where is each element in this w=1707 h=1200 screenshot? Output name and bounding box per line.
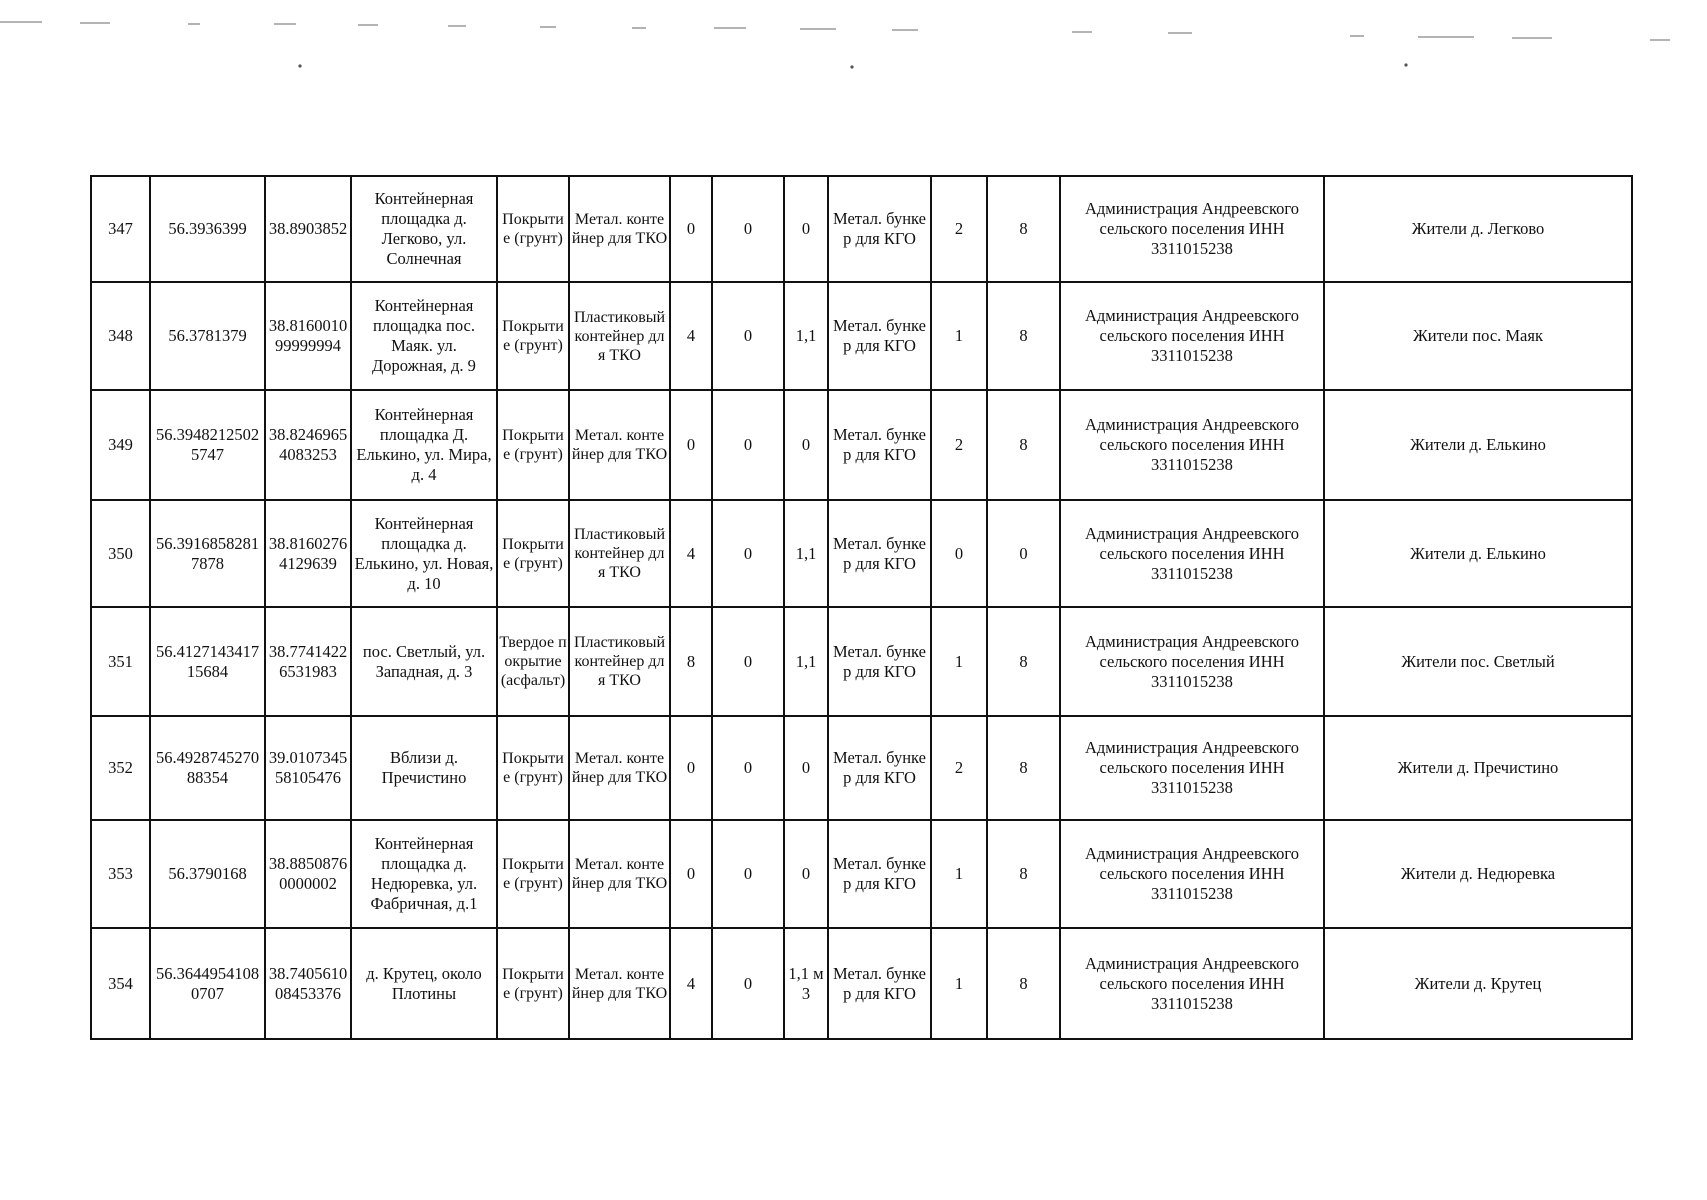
site-address: Контейнерная площадка Д. Елькино, ул. Мира, д. 4 (351, 390, 497, 500)
kgo-bunker-type: Метал. бункер для КГО (828, 500, 931, 607)
kgo-bunker-count: 2 (931, 176, 987, 282)
waste-source: Жители пос. Светлый (1324, 607, 1632, 716)
container-volume: 0 (784, 390, 828, 500)
site-owner: Администрация Андреевского сельского поселения ИНН 3311015238 (1060, 176, 1324, 282)
kgo-bunker-type: Метал. бункер для КГО (828, 820, 931, 928)
container-sites-table (90, 175, 1633, 1040)
container-volume: 0 (784, 176, 828, 282)
container-volume: 1,1 (784, 282, 828, 390)
waste-source: Жители д. Пречистино (1324, 716, 1632, 820)
longitude: 39.010734558105476 (265, 716, 351, 820)
site-address: Контейнерная площадка пос. Маяк. ул. Дорожная, д. 9 (351, 282, 497, 390)
latitude: 56.39482125025747 (150, 390, 265, 500)
surface-type: Покрытие (грунт) (497, 820, 569, 928)
site-address: д. Крутец, около Плотины (351, 928, 497, 1039)
containers-placed: 8 (670, 607, 712, 716)
waste-source: Жители д. Легково (1324, 176, 1632, 282)
longitude: 38.8903852 (265, 176, 351, 282)
row-number: 354 (91, 928, 150, 1039)
kgo-bunker-volume: 8 (987, 820, 1060, 928)
site-address: Контейнерная площадка д. Легково, ул. Солнечная (351, 176, 497, 282)
container-volume: 1,1 м3 (784, 928, 828, 1039)
row-number: 353 (91, 820, 150, 928)
containers-planned: 0 (712, 500, 784, 607)
site-address: пос. Светлый, ул. Западная, д. 3 (351, 607, 497, 716)
site-owner: Администрация Андреевского сельского поселения ИНН 3311015238 (1060, 607, 1324, 716)
containers-placed: 0 (670, 820, 712, 928)
longitude: 38.740561008453376 (265, 928, 351, 1039)
table-row (91, 176, 1632, 282)
containers-planned: 0 (712, 820, 784, 928)
containers-planned: 0 (712, 716, 784, 820)
containers-placed: 0 (670, 716, 712, 820)
site-owner: Администрация Андреевского сельского поселения ИНН 3311015238 (1060, 716, 1324, 820)
longitude: 38.82469654083253 (265, 390, 351, 500)
latitude: 56.39168582817878 (150, 500, 265, 607)
table-row (91, 390, 1632, 500)
site-owner: Администрация Андреевского сельского поселения ИНН 3311015238 (1060, 820, 1324, 928)
containers-planned: 0 (712, 176, 784, 282)
table-row (91, 500, 1632, 607)
row-number: 348 (91, 282, 150, 390)
longitude: 38.816001099999994 (265, 282, 351, 390)
latitude: 56.3781379 (150, 282, 265, 390)
site-owner: Администрация Андреевского сельского поселения ИНН 3311015238 (1060, 390, 1324, 500)
site-address: Вблизи д. Пречистино (351, 716, 497, 820)
container-type: Пластиковый контейнер для ТКО (569, 282, 670, 390)
table-row (91, 716, 1632, 820)
container-volume: 0 (784, 820, 828, 928)
row-number: 351 (91, 607, 150, 716)
kgo-bunker-type: Метал. бункер для КГО (828, 928, 931, 1039)
longitude: 38.81602764129639 (265, 500, 351, 607)
kgo-bunker-type: Метал. бункер для КГО (828, 390, 931, 500)
kgo-bunker-count: 1 (931, 820, 987, 928)
row-number: 347 (91, 176, 150, 282)
site-address: Контейнерная площадка д. Недюревка, ул. Фабричная, д.1 (351, 820, 497, 928)
waste-source: Жители д. Крутец (1324, 928, 1632, 1039)
longitude: 38.77414226531983 (265, 607, 351, 716)
surface-type: Покрытие (грунт) (497, 390, 569, 500)
container-volume: 0 (784, 716, 828, 820)
kgo-bunker-type: Метал. бункер для КГО (828, 176, 931, 282)
container-volume: 1,1 (784, 500, 828, 607)
kgo-bunker-count: 0 (931, 500, 987, 607)
container-type: Пластиковый контейнер для ТКО (569, 607, 670, 716)
container-type: Метал. контейнер для ТКО (569, 820, 670, 928)
latitude: 56.412714341715684 (150, 607, 265, 716)
containers-placed: 0 (670, 176, 712, 282)
site-owner: Администрация Андреевского сельского поселения ИНН 3311015238 (1060, 928, 1324, 1039)
kgo-bunker-volume: 8 (987, 928, 1060, 1039)
waste-source: Жители д. Недюревка (1324, 820, 1632, 928)
kgo-bunker-count: 1 (931, 928, 987, 1039)
kgo-bunker-volume: 8 (987, 390, 1060, 500)
surface-type: Покрытие (грунт) (497, 928, 569, 1039)
row-number: 349 (91, 390, 150, 500)
row-number: 350 (91, 500, 150, 607)
latitude: 56.36449541080707 (150, 928, 265, 1039)
surface-type: Покрытие (грунт) (497, 282, 569, 390)
containers-placed: 4 (670, 928, 712, 1039)
kgo-bunker-volume: 8 (987, 282, 1060, 390)
containers-placed: 4 (670, 282, 712, 390)
container-type: Метал. контейнер для ТКО (569, 716, 670, 820)
waste-source: Жители д. Елькино (1324, 500, 1632, 607)
container-volume: 1,1 (784, 607, 828, 716)
kgo-bunker-count: 2 (931, 390, 987, 500)
containers-planned: 0 (712, 928, 784, 1039)
kgo-bunker-type: Метал. бункер для КГО (828, 282, 931, 390)
table-row (91, 282, 1632, 390)
table-row (91, 607, 1632, 716)
scan-artifacts (0, 0, 1707, 90)
latitude: 56.3790168 (150, 820, 265, 928)
kgo-bunker-type: Метал. бункер для КГО (828, 607, 931, 716)
container-type: Пластиковый контейнер для ТКО (569, 500, 670, 607)
container-type: Метал. контейнер для ТКО (569, 176, 670, 282)
surface-type: Твердое покрытие (асфальт) (497, 607, 569, 716)
kgo-bunker-volume: 8 (987, 176, 1060, 282)
containers-placed: 4 (670, 500, 712, 607)
site-owner: Администрация Андреевского сельского поселения ИНН 3311015238 (1060, 282, 1324, 390)
surface-type: Покрытие (грунт) (497, 500, 569, 607)
kgo-bunker-type: Метал. бункер для КГО (828, 716, 931, 820)
longitude: 38.88508760000002 (265, 820, 351, 928)
latitude: 56.3936399 (150, 176, 265, 282)
row-number: 352 (91, 716, 150, 820)
containers-planned: 0 (712, 390, 784, 500)
kgo-bunker-volume: 8 (987, 716, 1060, 820)
site-address: Контейнерная площадка д. Елькино, ул. Новая, д. 10 (351, 500, 497, 607)
kgo-bunker-volume: 0 (987, 500, 1060, 607)
container-type: Метал. контейнер для ТКО (569, 390, 670, 500)
kgo-bunker-count: 1 (931, 607, 987, 716)
surface-type: Покрытие (грунт) (497, 716, 569, 820)
table-row (91, 820, 1632, 928)
waste-source: Жители д. Елькино (1324, 390, 1632, 500)
site-owner: Администрация Андреевского сельского поселения ИНН 3311015238 (1060, 500, 1324, 607)
latitude: 56.492874527088354 (150, 716, 265, 820)
surface-type: Покрытие (грунт) (497, 176, 569, 282)
containers-placed: 0 (670, 390, 712, 500)
container-type: Метал. контейнер для ТКО (569, 928, 670, 1039)
kgo-bunker-volume: 8 (987, 607, 1060, 716)
waste-source: Жители пос. Маяк (1324, 282, 1632, 390)
containers-planned: 0 (712, 282, 784, 390)
kgo-bunker-count: 1 (931, 282, 987, 390)
containers-planned: 0 (712, 607, 784, 716)
table-row (91, 928, 1632, 1039)
kgo-bunker-count: 2 (931, 716, 987, 820)
